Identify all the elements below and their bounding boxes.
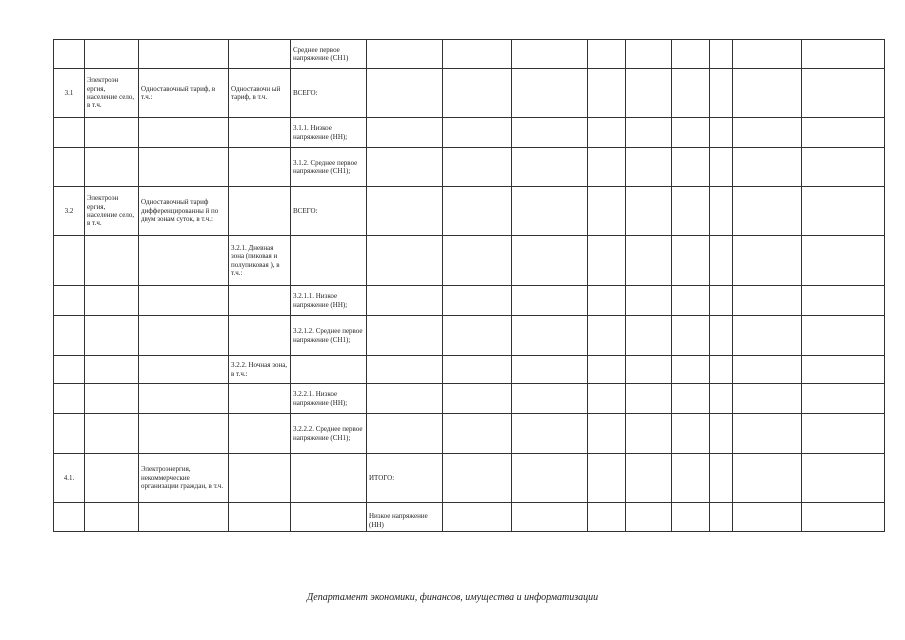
table-cell: [54, 236, 85, 286]
cell-voltage-level: 3.1.2. Среднее первое напряжение (СН1);: [291, 148, 367, 187]
table-cell: [672, 384, 710, 414]
table-cell: [54, 118, 85, 148]
table-cell: [367, 187, 443, 236]
table-cell: [54, 356, 85, 384]
cell-row-number: 3.2: [54, 187, 85, 236]
cell-tariff-type: Одноставочный тариф дифференцированны й по двум зонам суток, в т.ч.:: [139, 187, 229, 236]
table-cell: [710, 414, 733, 454]
table-cell: [443, 236, 512, 286]
cell-category: Электроэн ергия, население село, в т.ч.: [85, 187, 139, 236]
table-cell: [85, 503, 139, 532]
table-cell: [588, 236, 626, 286]
table-cell: [512, 414, 588, 454]
table-cell: [229, 384, 291, 414]
table-cell: [139, 503, 229, 532]
table-cell: [733, 148, 802, 187]
table-cell: [588, 316, 626, 356]
table-cell: [229, 316, 291, 356]
cell-tariff-type: Одноставочный тариф, в т.ч.:: [139, 69, 229, 118]
table-cell: [229, 503, 291, 532]
table-cell: [588, 286, 626, 316]
table-cell: [733, 503, 802, 532]
table-row: [54, 316, 885, 356]
cell-voltage-level: 3.1.1. Низкое напряжение (НН);: [291, 118, 367, 148]
table-cell: [733, 384, 802, 414]
table-cell: [54, 414, 85, 454]
table-cell: [85, 316, 139, 356]
table-cell: [672, 40, 710, 69]
table-cell: [733, 187, 802, 236]
table-cell: [710, 356, 733, 384]
table-cell: [710, 454, 733, 503]
table-row: [54, 40, 885, 69]
cell-row-number: 4.1.: [54, 454, 85, 503]
table-row: [54, 69, 885, 118]
table-cell: [85, 454, 139, 503]
table-cell: [710, 118, 733, 148]
table-cell: [588, 454, 626, 503]
table-cell: [291, 454, 367, 503]
table-cell: [367, 69, 443, 118]
cell-voltage-level: 3.2.2.2. Среднее первое напряжение (СН1);: [291, 414, 367, 454]
table-cell: [588, 187, 626, 236]
table-cell: [733, 69, 802, 118]
table-cell: [443, 414, 512, 454]
table-cell: [710, 40, 733, 69]
cell-total-label: ИТОГО:: [367, 454, 443, 503]
table-cell: [588, 414, 626, 454]
table-cell: [672, 118, 710, 148]
table-cell: [710, 286, 733, 316]
table-cell: [626, 454, 672, 503]
table-cell: [229, 187, 291, 236]
table-cell: [710, 187, 733, 236]
table-cell: [139, 148, 229, 187]
table-cell: [54, 503, 85, 532]
table-cell: [367, 356, 443, 384]
table-cell: [139, 356, 229, 384]
table-cell: [54, 40, 85, 69]
table-cell: [733, 356, 802, 384]
table-cell: [512, 286, 588, 316]
table-cell: [733, 236, 802, 286]
table-cell: [802, 503, 885, 532]
table-cell: [588, 118, 626, 148]
table-cell: [802, 356, 885, 384]
table-cell: [367, 40, 443, 69]
table-cell: [85, 118, 139, 148]
cell-tariff-subtype: Одноставочн ый тариф, в т.ч.: [229, 69, 291, 118]
table-cell: [626, 384, 672, 414]
table-cell: [367, 286, 443, 316]
cell-category: Электроэн ергия, население село, в т.ч.: [85, 69, 139, 118]
cell-voltage-level: 3.2.1.2. Среднее первое напряжение (СН1);: [291, 316, 367, 356]
table-cell: [443, 356, 512, 384]
table-cell: [802, 236, 885, 286]
table-cell: [802, 40, 885, 69]
cell-time-zone: 3.2.1. Дневная зона (пиковая и полупиковая ), в т.ч.:: [229, 236, 291, 286]
table-row: [54, 414, 885, 454]
table-cell: [733, 316, 802, 356]
table-cell: [672, 503, 710, 532]
cell-time-zone: 3.2.2. Ночная зона, в т.ч.:: [229, 356, 291, 384]
table-cell: [443, 118, 512, 148]
table-row: [54, 503, 885, 532]
table-cell: [802, 454, 885, 503]
table-cell: [710, 384, 733, 414]
table-cell: [588, 503, 626, 532]
cell-total-label: ВСЕГО:: [291, 69, 367, 118]
table-cell: [512, 454, 588, 503]
table-cell: [139, 384, 229, 414]
table-cell: [672, 316, 710, 356]
table-cell: [367, 316, 443, 356]
cell-voltage-level: 3.2.1.1. Низкое напряжение (НН);: [291, 286, 367, 316]
table-cell: [512, 118, 588, 148]
table-cell: [672, 236, 710, 286]
table-cell: [512, 384, 588, 414]
table-cell: [54, 148, 85, 187]
table-cell: [229, 286, 291, 316]
table-cell: [443, 69, 512, 118]
cell-tariff-type: Электроэнергия, некоммерческие организации граждан, в т.ч.: [139, 454, 229, 503]
cell-voltage-level: Среднее первое напряжение (СН1): [291, 40, 367, 69]
table-cell: [733, 40, 802, 69]
table-cell: [802, 316, 885, 356]
table-row: [54, 236, 885, 286]
table-cell: [626, 236, 672, 286]
table-cell: [443, 40, 512, 69]
table-cell: [291, 356, 367, 384]
table-cell: [672, 187, 710, 236]
cell-total-label: ВСЕГО:: [291, 187, 367, 236]
table-cell: [443, 503, 512, 532]
table-cell: [139, 286, 229, 316]
table-cell: [672, 454, 710, 503]
table-row: [54, 454, 885, 503]
table-cell: [139, 118, 229, 148]
table-cell: [802, 286, 885, 316]
table-cell: [626, 414, 672, 454]
table-cell: [672, 148, 710, 187]
table-cell: [588, 384, 626, 414]
table-cell: [443, 316, 512, 356]
table-cell: [367, 118, 443, 148]
table-cell: [626, 356, 672, 384]
table-cell: [443, 384, 512, 414]
table-row: [54, 286, 885, 316]
table-cell: [367, 148, 443, 187]
cell-row-number: 3.1: [54, 69, 85, 118]
table-cell: [229, 40, 291, 69]
table-cell: [802, 118, 885, 148]
table-row: [54, 118, 885, 148]
table-cell: [85, 40, 139, 69]
table-cell: [733, 454, 802, 503]
table-cell: [626, 316, 672, 356]
table-cell: [733, 118, 802, 148]
table-cell: [512, 148, 588, 187]
table-cell: [85, 236, 139, 286]
table-cell: [588, 148, 626, 187]
table-cell: [588, 356, 626, 384]
table-cell: [291, 503, 367, 532]
table-cell: [512, 40, 588, 69]
table-cell: [229, 148, 291, 187]
table-cell: [443, 148, 512, 187]
table-cell: [443, 454, 512, 503]
table-cell: [85, 148, 139, 187]
table-cell: [85, 286, 139, 316]
table-cell: [672, 414, 710, 454]
tariff-table: [53, 39, 885, 532]
table-cell: [85, 384, 139, 414]
table-cell: [367, 384, 443, 414]
table-cell: [802, 148, 885, 187]
table-cell: [802, 384, 885, 414]
table-cell: [672, 356, 710, 384]
table-cell: [710, 236, 733, 286]
table-cell: [626, 69, 672, 118]
table-cell: [626, 187, 672, 236]
table-cell: [443, 286, 512, 316]
table-cell: [710, 503, 733, 532]
table-cell: [367, 414, 443, 454]
table-cell: [229, 454, 291, 503]
table-row: [54, 356, 885, 384]
table-cell: [733, 414, 802, 454]
table-row: [54, 187, 885, 236]
table-cell: [733, 286, 802, 316]
table-cell: [588, 69, 626, 118]
table-cell: [802, 414, 885, 454]
table-cell: [85, 414, 139, 454]
table-cell: [139, 414, 229, 454]
table-cell: [710, 148, 733, 187]
table-cell: [802, 69, 885, 118]
table-cell: [229, 414, 291, 454]
table-cell: [672, 286, 710, 316]
table-cell: [588, 40, 626, 69]
table-cell: [626, 286, 672, 316]
table-cell: [229, 118, 291, 148]
table-cell: [443, 187, 512, 236]
table-cell: [710, 316, 733, 356]
table-cell: [710, 69, 733, 118]
table-cell: [54, 384, 85, 414]
cell-voltage-level: 3.2.2.1. Низкое напряжение (НН);: [291, 384, 367, 414]
table-cell: [512, 316, 588, 356]
table-cell: [85, 356, 139, 384]
page-footer: Департамент экономики, финансов, имущества и информатизации: [306, 592, 599, 603]
table-cell: [626, 503, 672, 532]
table-cell: [626, 148, 672, 187]
table-cell: [626, 40, 672, 69]
table-cell: [54, 286, 85, 316]
table-cell: [672, 69, 710, 118]
table-cell: [291, 236, 367, 286]
table-cell: [54, 316, 85, 356]
table-row: [54, 384, 885, 414]
table-cell: [512, 356, 588, 384]
table-cell: [512, 187, 588, 236]
table-cell: [512, 503, 588, 532]
cell-voltage-level: Низкое напряжение (НН): [367, 503, 443, 532]
table-row: [54, 148, 885, 187]
table-cell: [139, 40, 229, 69]
table-cell: [367, 236, 443, 286]
table-cell: [139, 316, 229, 356]
table-cell: [512, 69, 588, 118]
table-cell: [802, 187, 885, 236]
table-cell: [512, 236, 588, 286]
table-cell: [139, 236, 229, 286]
table-cell: [626, 118, 672, 148]
